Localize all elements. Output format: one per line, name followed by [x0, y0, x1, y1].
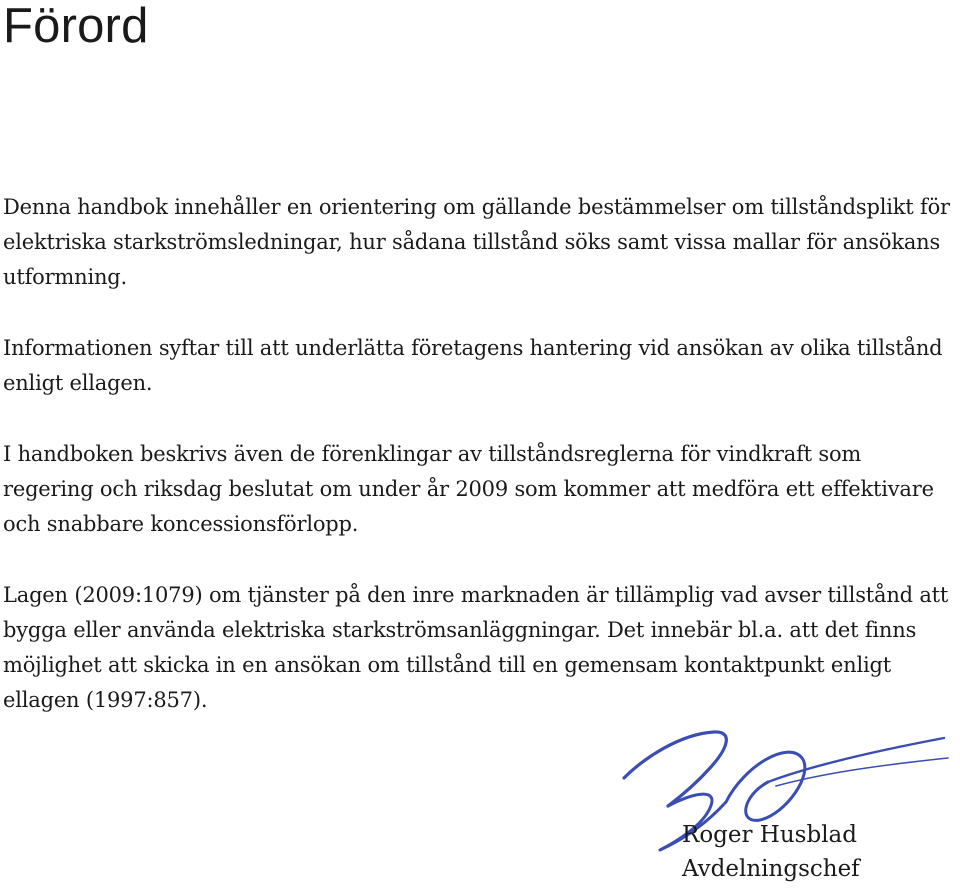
signature-stroke-3	[726, 752, 805, 820]
body-text	[3, 190, 958, 754]
signer-block	[682, 818, 860, 886]
paragraph-purpose: Informationen syftar till att underlätta företagens hantering vid ansökan av olika tillstånd enligt ellagen.	[3, 336, 943, 395]
signer-role: Avdelningschef	[682, 856, 860, 882]
signer-name: Roger Husblad	[682, 822, 857, 848]
signature-stroke-4	[768, 738, 944, 782]
paragraph-law: Lagen (2009:1079) om tjänster på den inre marknaden är tillämplig vad avser tillstånd att bygga eller använda elektriska starkströmsanläggningar. Det innebär bl.a. att det finns möjlighet att skicka in en ansökan om tillstånd till en gemensam kontaktpunkt enligt ellagen (1997:857).	[3, 583, 949, 712]
page-title: Förord	[3, 0, 149, 53]
paragraph-intro: Denna handbok innehåller en orientering om gällande bestämmelser om tillståndsplikt för elektriska starkströmsledningar, hur sådana tillstånd söks samt vissa mallar för ansökans utformning.	[3, 195, 950, 289]
paragraph-wind-power: I handboken beskrivs även de förenklingar av tillståndsreglerna för vindkraft som regering och riksdag beslutat om under år 2009 som kommer att medföra ett effektivare och snabbare koncessionsförlopp.	[3, 442, 934, 536]
